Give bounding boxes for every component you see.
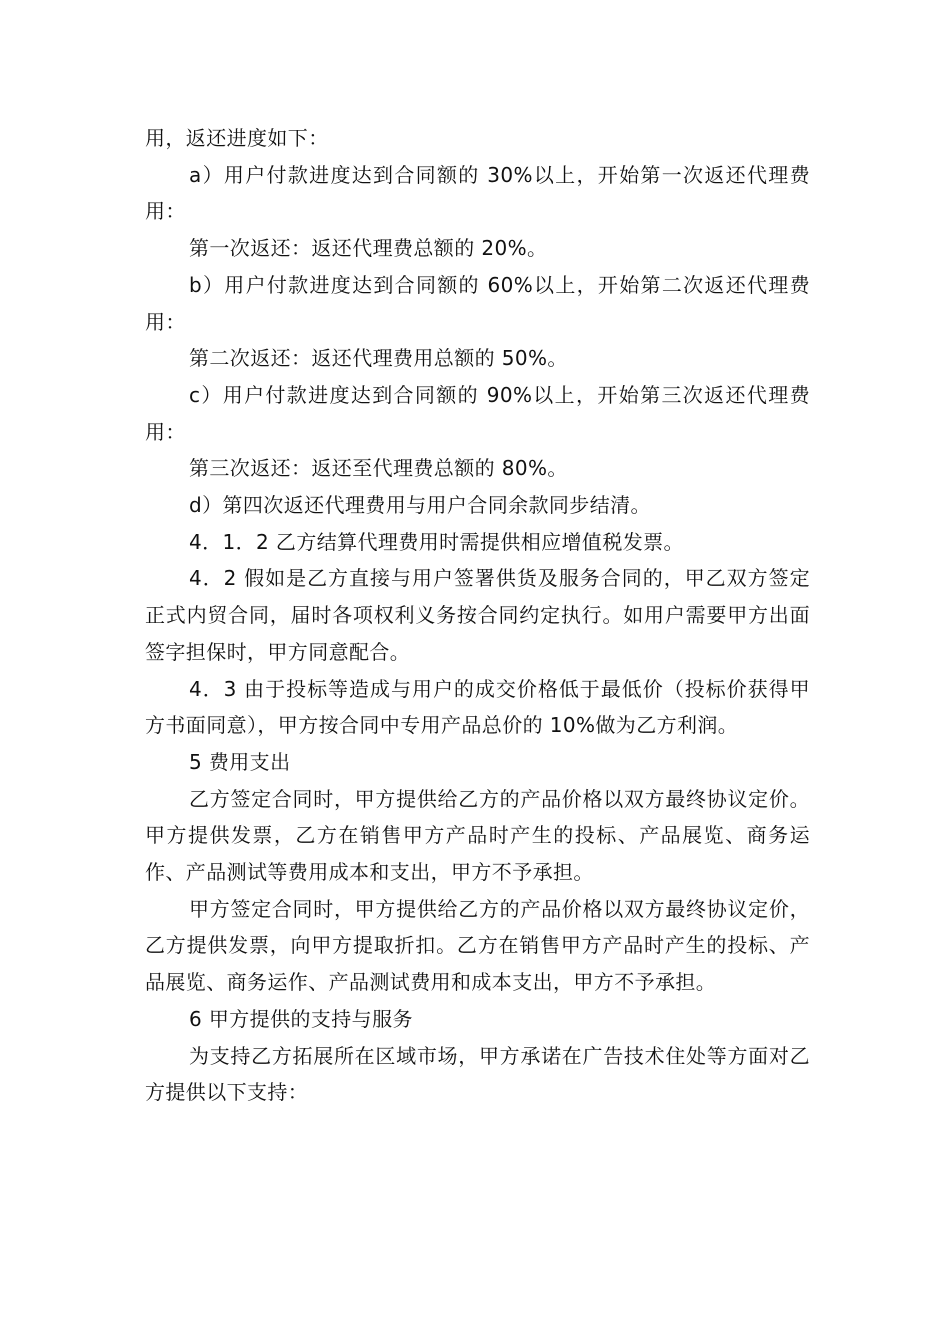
paragraph-item-d: d）第四次返还代理费用与用户合同余款同步结清。 bbox=[189, 493, 651, 518]
paragraph-item-a: a）用户付款进度达到合同额的 30%以上，开始第一次返还代理费用： bbox=[145, 162, 810, 224]
paragraph-second-return: 第二次返还：返还代理费用总额的 50%。 bbox=[189, 346, 568, 371]
paragraph-expense-party-a: 甲方签定合同时，甲方提供给乙方的产品价格以双方最终协议定价，乙方提供发票，向甲方提取折扣。乙方在销售甲方产品时产生的投标、产品展览、商务运作、产品测试费用和成本支出，甲方不予承担。 bbox=[145, 896, 810, 995]
paragraph-item-c: c）用户付款进度达到合同额的 90%以上，开始第三次返还代理费用： bbox=[145, 382, 810, 444]
paragraph-item-b: b）用户付款进度达到合同额的 60%以上，开始第二次返还代理费用： bbox=[145, 272, 810, 334]
paragraph-clause-4-1-2: 4．1．2 乙方结算代理费用时需提供相应增值税发票。 bbox=[189, 529, 684, 554]
paragraph-first-return: 第一次返还：返还代理费总额的 20%。 bbox=[189, 236, 548, 261]
paragraph-continuation: 用，返还进度如下： bbox=[145, 126, 329, 150]
document-body bbox=[145, 120, 810, 1111]
paragraph-third-return: 第三次返还：返还至代理费总额的 80%。 bbox=[189, 456, 568, 481]
paragraph-clause-4-3: 4．3 由于投标等造成与用户的成交价格低于最低价（投标价获得甲方书面同意），甲方按合同中专用产品总价的 10%做为乙方利润。 bbox=[145, 676, 810, 738]
paragraph-clause-4-2: 4．2 假如是乙方直接与用户签署供货及服务合同的，甲乙双方签定正式内贸合同，届时各项权利义务按合同约定执行。如用户需要甲方出面签字担保时，甲方同意配合。 bbox=[145, 566, 810, 664]
paragraph-support-intro: 为支持乙方拓展所在区域市场，甲方承诺在广告技术住处等方面对乙方提供以下支持： bbox=[145, 1043, 810, 1105]
section-heading-5: 5 费用支出 bbox=[189, 749, 291, 774]
paragraph-expense-party-b: 乙方签定合同时，甲方提供给乙方的产品价格以双方最终协议定价。甲方提供发票，乙方在销售甲方产品时产生的投标、产品展览、商务运作、产品测试等费用成本和支出，甲方不予承担。 bbox=[145, 786, 810, 885]
section-heading-6: 6 甲方提供的支持与服务 bbox=[189, 1006, 413, 1031]
